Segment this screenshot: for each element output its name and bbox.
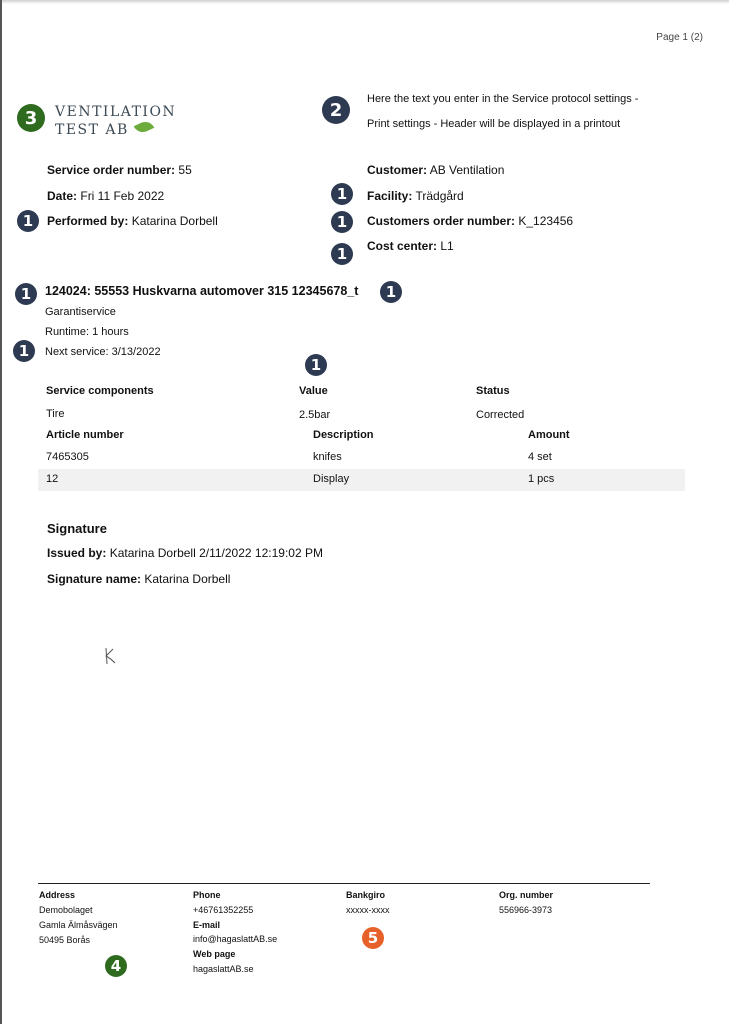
web-label: Web page xyxy=(193,949,236,960)
header-note xyxy=(367,87,638,137)
email-label: E-mail xyxy=(193,919,221,930)
articles-header-description: Description xyxy=(313,429,374,441)
issued-by-value: Katarina Dorbell 2/11/2022 12:19:02 PM xyxy=(109,546,323,560)
address-line-3: 50495 Borås xyxy=(39,935,91,945)
page-left-edge xyxy=(0,0,2,1024)
marker-3: 3 xyxy=(17,104,45,132)
org-number-label: Org. number xyxy=(499,890,554,900)
article-amount: 4 set xyxy=(528,451,552,463)
signature-name-label: Signature name: xyxy=(47,572,142,586)
phone-value: +46761352255 xyxy=(193,904,254,915)
customers-order-number-value: K_123456 xyxy=(518,214,574,228)
bankgiro-label: Bankgiro xyxy=(346,890,386,900)
footer-org-number xyxy=(499,888,553,918)
article-description: Display xyxy=(313,473,350,485)
web-value: hagaslattAB.se xyxy=(193,963,254,974)
component-value: 2.5bar xyxy=(299,409,331,421)
articles-header-amount: Amount xyxy=(528,429,570,441)
articles-header-number: Article number xyxy=(46,429,124,441)
order-date xyxy=(47,189,164,203)
page-top-shadow xyxy=(0,0,729,4)
order-date-value: Fri 11 Feb 2022 xyxy=(80,189,165,203)
marker-4: 4 xyxy=(105,955,127,977)
components-header-value: Value xyxy=(299,385,328,397)
object-service-type: Garantiservice xyxy=(45,306,116,318)
article-number: 7465305 xyxy=(46,451,89,463)
marker-5: 5 xyxy=(362,927,384,949)
marker-2: 2 xyxy=(322,96,350,124)
signature-heading: Signature xyxy=(47,521,107,536)
article-amount: 1 pcs xyxy=(528,473,555,485)
performed-by-value: Katarina Dorbell xyxy=(131,214,218,228)
address-line-1: Demobolaget xyxy=(39,905,93,915)
company-logo xyxy=(55,103,176,139)
object-next-service: Next service: 3/13/2022 xyxy=(45,346,161,358)
bankgiro-value: xxxxx-xxxx xyxy=(346,905,390,915)
performed-by-label: Performed by: xyxy=(47,214,129,228)
facility-label: Facility: xyxy=(367,189,413,203)
signature-name xyxy=(47,572,230,586)
article-description: knifes xyxy=(313,451,342,463)
component-status: Corrected xyxy=(476,409,525,421)
cost-center-label: Cost center: xyxy=(367,239,438,253)
service-order-number-value: 55 xyxy=(178,163,192,177)
customer-value: AB Ventilation xyxy=(429,163,505,177)
header-note-line-1: Here the text you enter in the Service protocol settings - xyxy=(367,93,639,105)
cost-center-value: L1 xyxy=(440,239,454,253)
marker-1: 1 xyxy=(331,211,353,233)
org-number-value: 556966-3973 xyxy=(499,905,553,915)
facility xyxy=(367,189,464,203)
article-number: 12 xyxy=(46,473,59,485)
marker-1: 1 xyxy=(305,354,327,376)
marker-1: 1 xyxy=(331,243,353,265)
marker-1: 1 xyxy=(17,210,39,232)
object-title: 124024: 55553 Huskvarna automover 315 12345678_t xyxy=(45,284,359,298)
phone-label: Phone xyxy=(193,890,221,900)
handwritten-signature xyxy=(100,646,120,666)
order-date-label: Date: xyxy=(47,189,78,203)
customers-order-number xyxy=(367,214,573,228)
footer-bankgiro xyxy=(346,888,390,918)
customers-order-number-label: Customers order number: xyxy=(367,214,516,228)
facility-value: Trädgård xyxy=(415,189,464,203)
components-header-name: Service components xyxy=(46,385,154,397)
components-header-status: Status xyxy=(476,385,510,397)
address-label: Address xyxy=(39,890,76,900)
marker-1: 1 xyxy=(13,340,35,362)
email-value: info@hagaslattAB.se xyxy=(193,934,278,945)
footer-divider xyxy=(38,883,650,884)
component-name: Tire xyxy=(46,408,65,420)
logo-line-1: VENTILATION xyxy=(55,104,177,120)
header-note-line-2: Print settings - Header will be displayed in a printout xyxy=(367,118,621,130)
customer xyxy=(367,163,504,177)
page-number: Page 1 (2) xyxy=(656,32,703,43)
address-line-2: Gamla Älmåsvägen xyxy=(39,920,118,930)
service-order-number-label: Service order number: xyxy=(47,163,176,177)
customer-label: Customer: xyxy=(367,163,428,177)
object-runtime: Runtime: 1 hours xyxy=(45,326,129,338)
table-row-stripe xyxy=(38,469,685,491)
footer-address xyxy=(39,888,118,948)
footer-contact xyxy=(193,888,277,977)
signature-name-value: Katarina Dorbell xyxy=(144,572,231,586)
marker-1: 1 xyxy=(331,183,353,205)
issued-by xyxy=(47,546,323,560)
logo-line-2: TEST AB xyxy=(55,122,129,138)
marker-1: 1 xyxy=(15,283,37,305)
issued-by-label: Issued by: xyxy=(47,546,107,560)
performed-by xyxy=(47,214,218,228)
service-order-number xyxy=(47,163,192,177)
marker-1: 1 xyxy=(380,281,402,303)
cost-center xyxy=(367,239,454,253)
